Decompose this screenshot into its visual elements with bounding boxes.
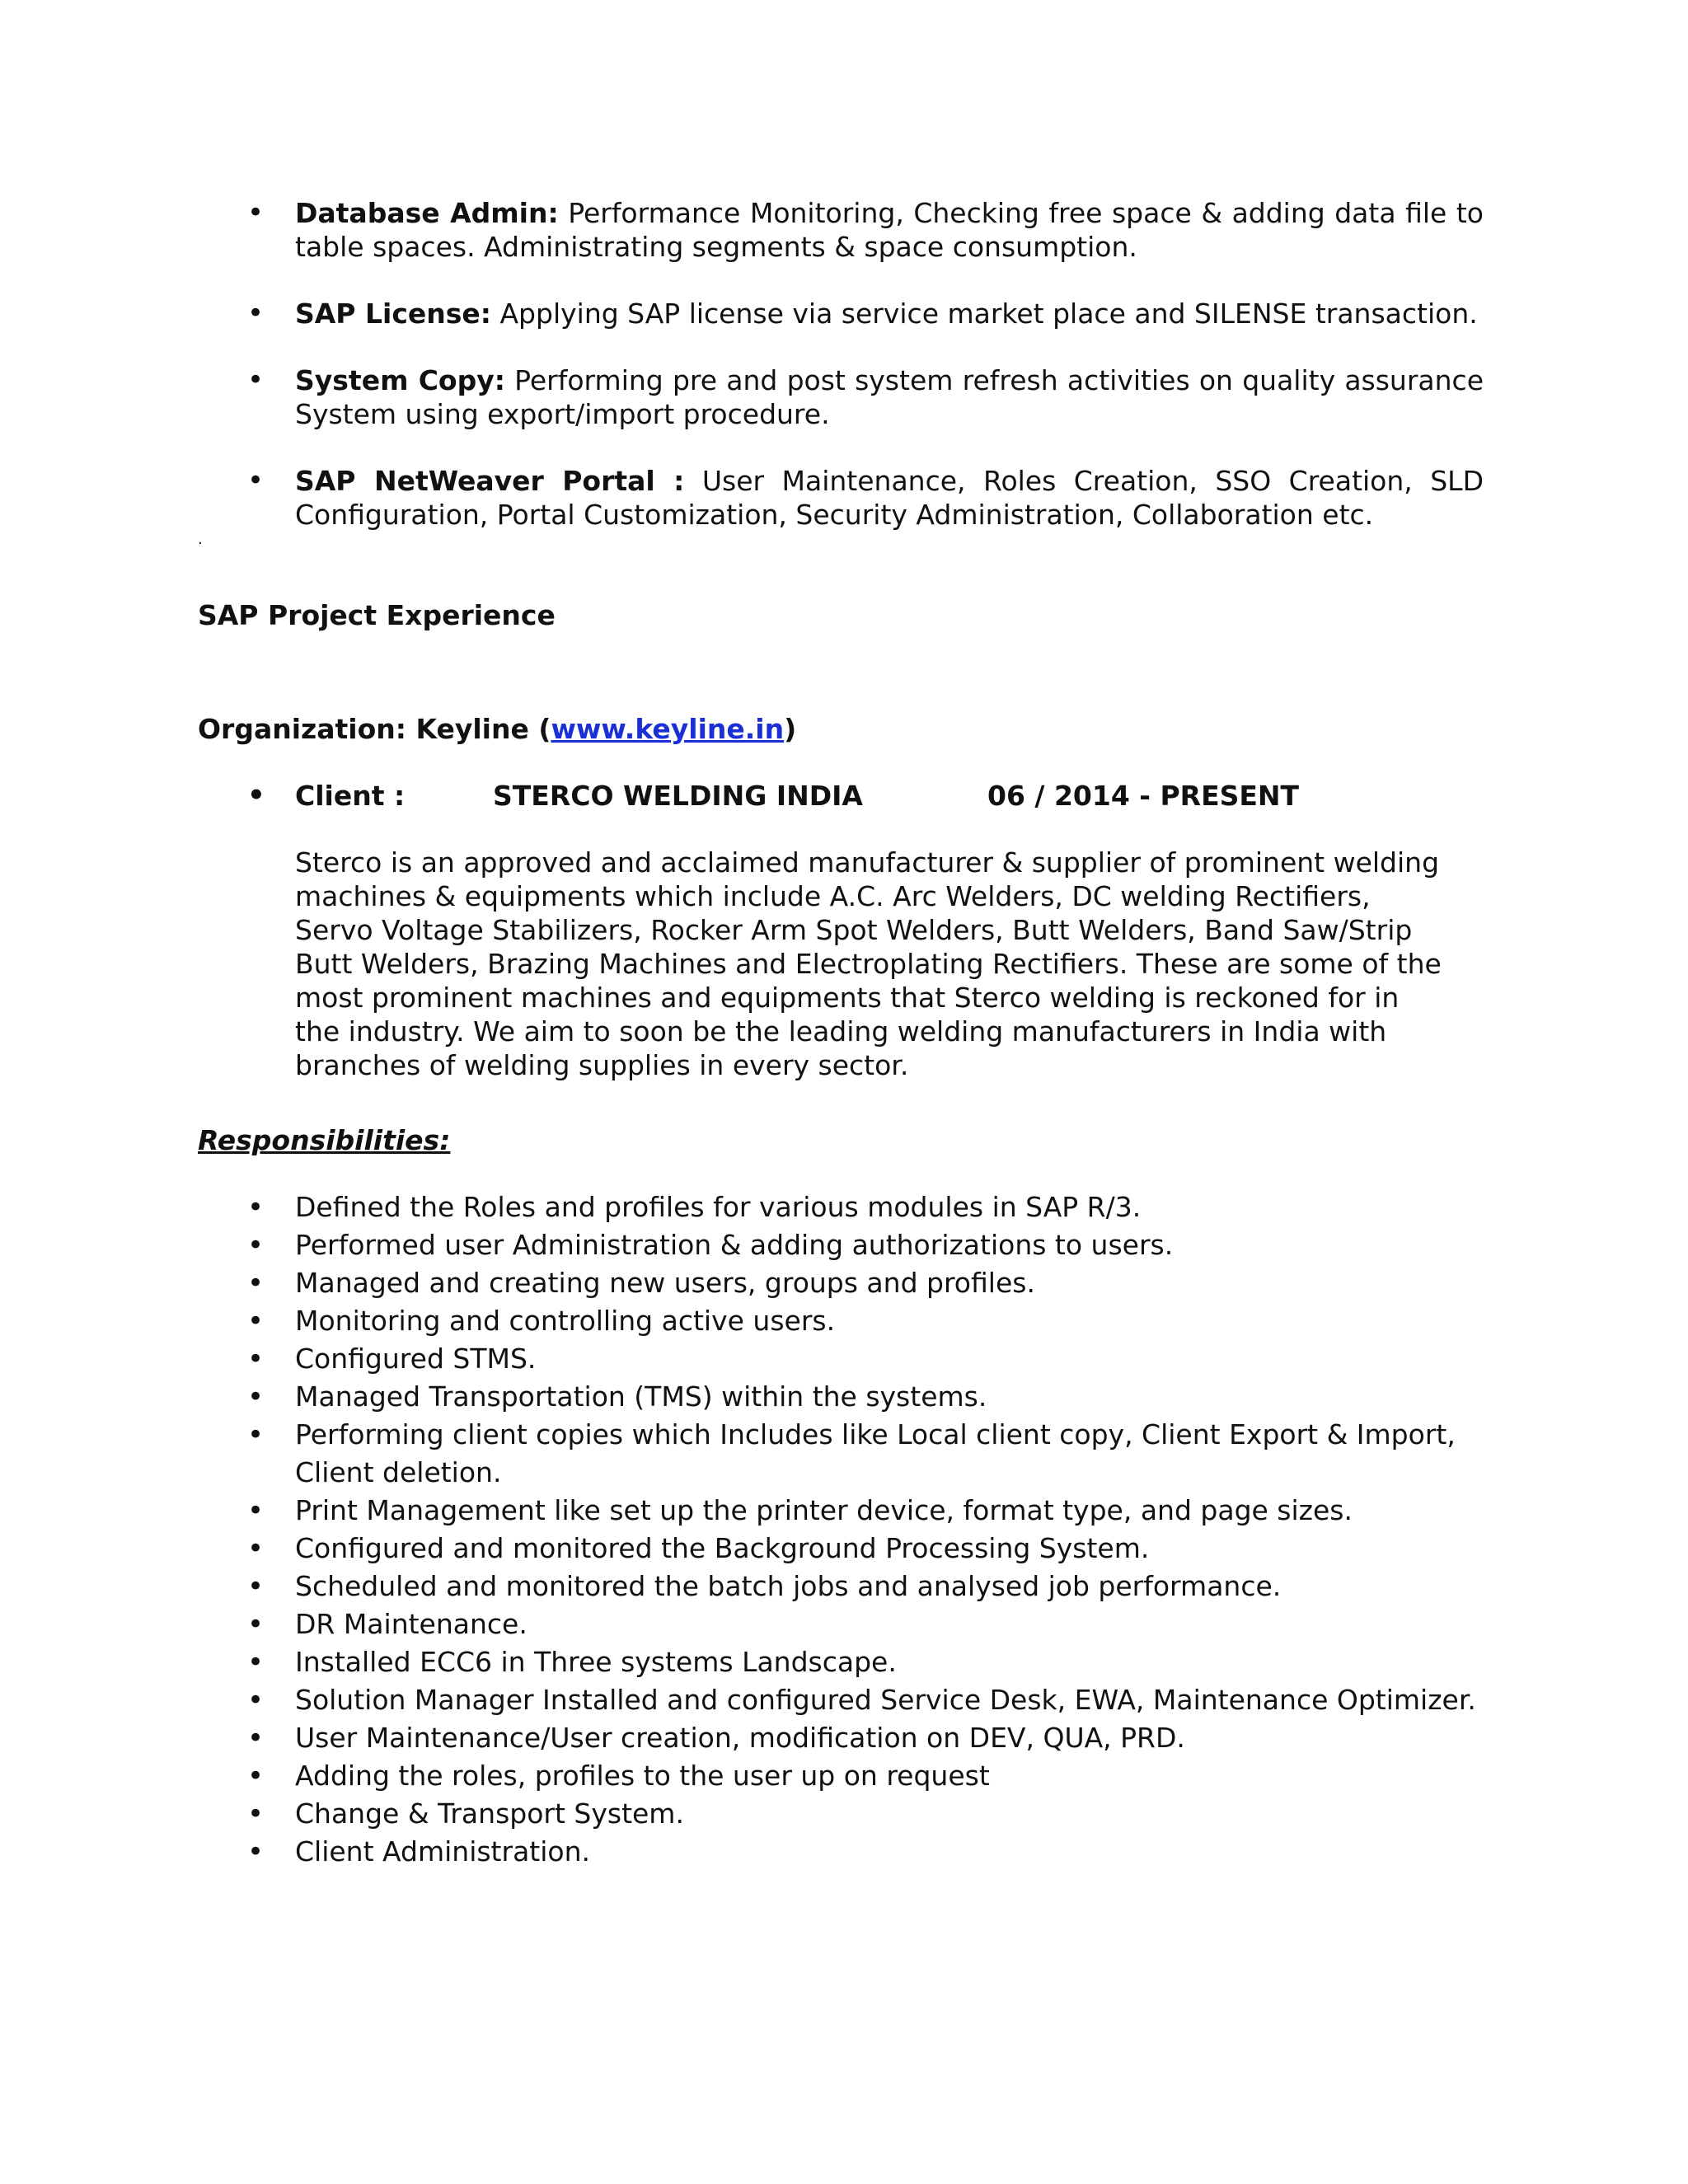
organization-link[interactable]: www.keyline.in [551,713,785,745]
organization-open-paren: ( [538,713,551,745]
responsibility-item: • User Maintenance/User creation, modification on DEV, QUA, PRD. [198,1719,1484,1757]
responsibility-item: • Installed ECC6 in Three systems Landscape. [198,1643,1484,1681]
client-description: Sterco is an approved and acclaimed manufacturer & supplier of prominent welding machines & equipments which include A.C. Arc Welders, DC welding Rectifiers, Servo Voltage Stabilizers, Rocker Arm Spot Welders, Butt Welders, Band Saw/Strip Butt Welders, Brazing Machines and Electroplating Rectifiers. These are some of the most prominent machines and equipments that Sterco welding is reckoned for in the industry. We aim to soon be the leading welding manufacturers in India with branches of welding supplies in every sector. [295,846,1442,1081]
client-list [198,779,1484,813]
organization-close-paren: ) [784,713,797,745]
organization-label: Organization: [198,713,406,745]
skill-label: SAP NetWeaver Portal : [295,465,685,497]
skills-list [198,196,1484,532]
skill-label: SAP License: [295,298,491,330]
skill-item-database-admin [198,196,1484,264]
client-name: STERCO WELDING INDIA [493,780,863,812]
skill-text: Performance Monitoring, Checking free space & adding data file to table spaces. Administrating segments & space consumption. [295,197,1484,263]
skill-item-system-copy [198,363,1484,431]
skill-item-netweaver-portal [198,464,1484,532]
responsibility-item: • Configured STMS. [198,1340,1484,1378]
responsibility-item: • Scheduled and monitored the batch jobs and analysed job performance. [198,1568,1484,1605]
responsibilities-title: Responsibilities: [198,1124,451,1156]
client-row [198,779,1484,813]
responsibility-item: • Defined the Roles and profiles for various modules in SAP R/3. [198,1188,1484,1226]
responsibility-item: • DR Maintenance. [198,1605,1484,1643]
organization-line [198,712,1484,746]
organization-name: Keyline [415,713,529,745]
stray-dot: . [198,531,203,548]
responsibility-item: • Managed and creating new users, groups and profiles. [198,1264,1484,1302]
responsibility-item: • Client Administration. [198,1833,1484,1871]
responsibilities-list [198,1188,1484,1871]
skill-item-sap-license [198,297,1484,330]
skill-label: System Copy: [295,364,505,396]
skill-text: Performing pre and post system refresh activities on quality assurance System using export/import procedure. [295,364,1484,430]
responsibility-item: • Solution Manager Installed and configured Service Desk, EWA, Maintenance Optimizer. [198,1681,1484,1719]
client-label: Client : [295,780,406,812]
responsibility-item: • Performed user Administration & adding authorizations to users. [198,1226,1484,1264]
skill-label: Database Admin: [295,197,559,229]
skill-text: User Maintenance, Roles Creation, SSO Creation, SLD Configuration, Portal Customization, Security Administration, Collaboration etc. [295,465,1484,531]
section-title: SAP Project Experience [198,599,556,631]
responsibility-item: • Monitoring and controlling active users. [198,1302,1484,1340]
skill-text: Applying SAP license via service market place and SILENSE transaction. [499,298,1478,330]
responsibility-item: • Print Management like set up the printer device, format type, and page sizes. [198,1492,1484,1530]
responsibility-item: • Change & Transport System. [198,1795,1484,1833]
client-period: 06 / 2014 - PRESENT [987,780,1300,812]
responsibility-item: • Managed Transportation (TMS) within the systems. [198,1378,1484,1416]
responsibility-item: • Adding the roles, profiles to the user up on request [198,1757,1484,1795]
responsibility-item: • Performing client copies which Includes like Local client copy, Client Export & Import, Client deletion. [198,1416,1484,1492]
responsibility-item: • Configured and monitored the Background Processing System. [198,1530,1484,1568]
document-content [198,196,1484,1871]
